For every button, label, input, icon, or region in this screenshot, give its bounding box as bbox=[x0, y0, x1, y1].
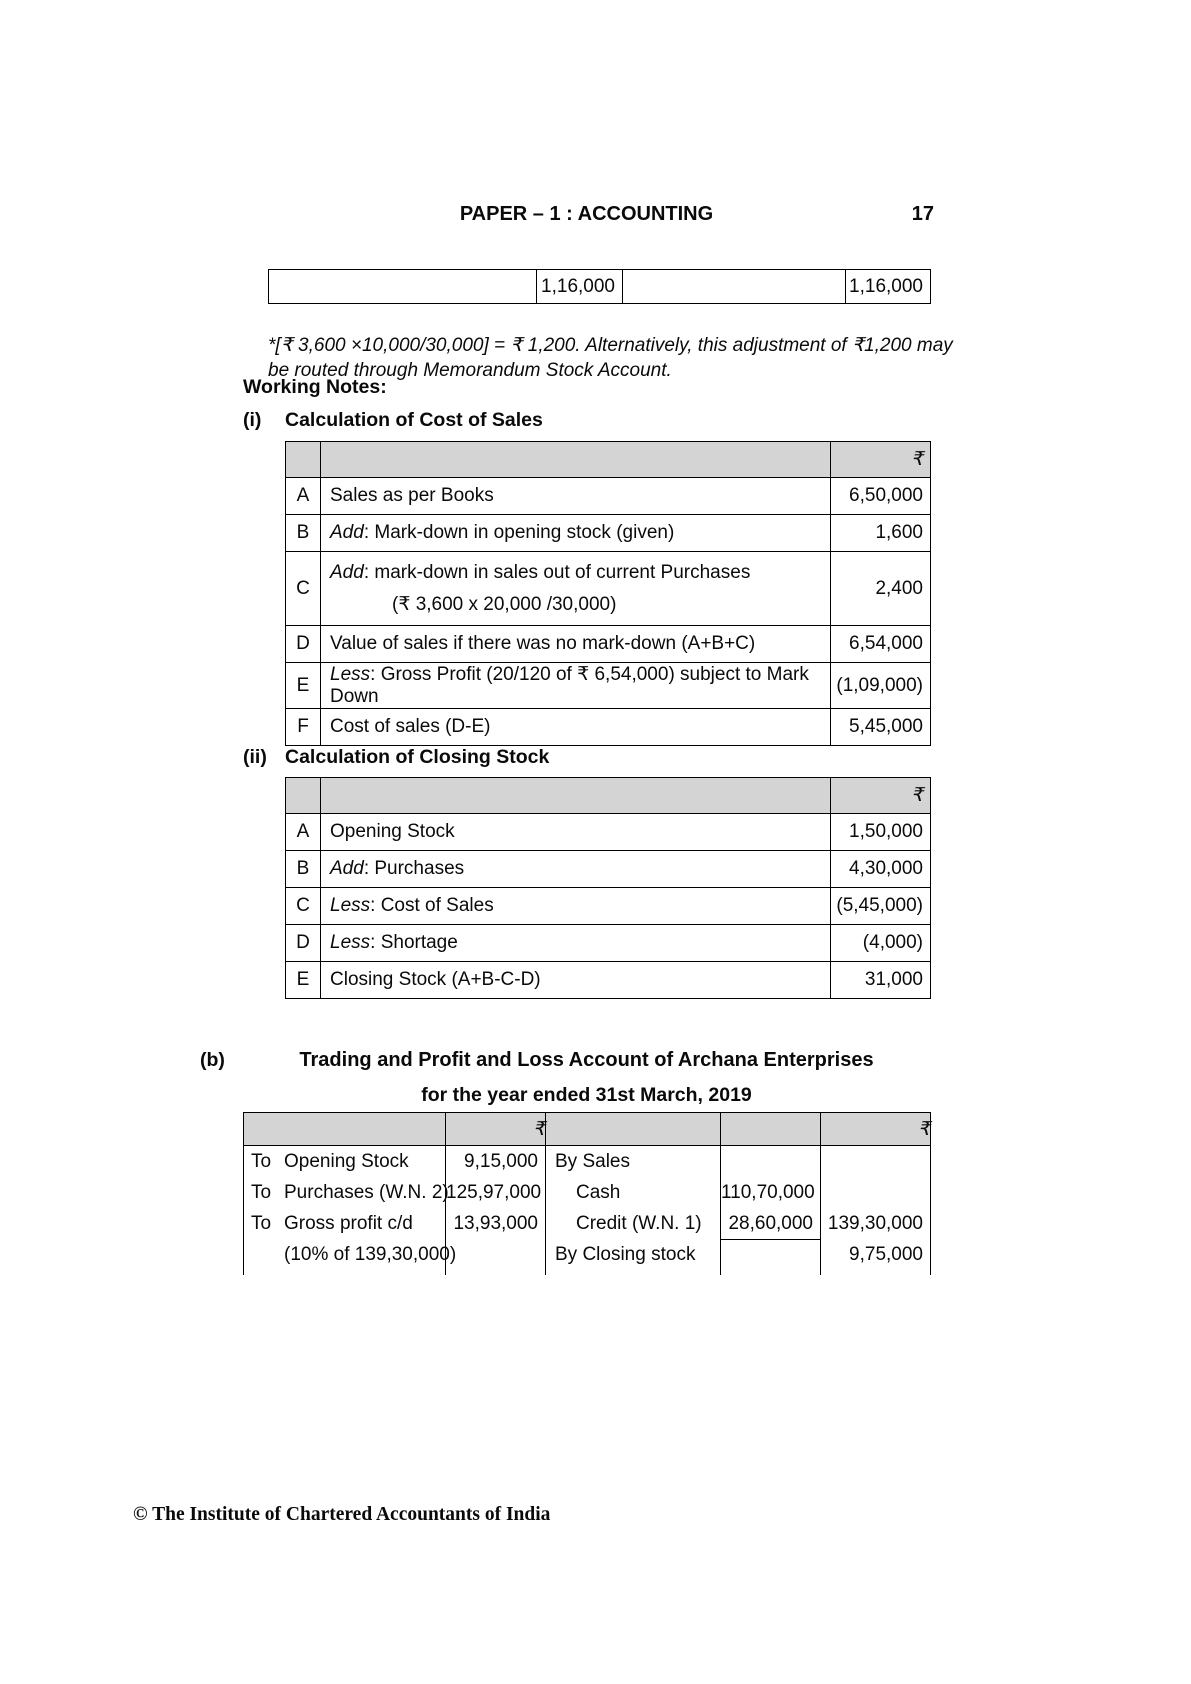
row-text: : Cost of Sales bbox=[370, 895, 494, 916]
row-description bbox=[321, 626, 831, 663]
row-term: Add bbox=[330, 858, 364, 879]
row-amount: 2,400 bbox=[831, 552, 931, 626]
row-text: Cost of sales (D-E) bbox=[330, 716, 491, 737]
row-text: : Mark-down in opening stock (given) bbox=[363, 522, 675, 543]
row-amount: 1,50,000 bbox=[831, 814, 931, 851]
row-key: B bbox=[286, 515, 321, 552]
row-key: B bbox=[286, 851, 321, 888]
empty-cell bbox=[721, 1113, 821, 1146]
row-text: : Shortage bbox=[370, 932, 458, 953]
row-term: Less bbox=[330, 895, 371, 916]
credit-particulars-column bbox=[546, 1146, 721, 1276]
account-body-row bbox=[244, 1146, 931, 1276]
row-amount: (5,45,000) bbox=[831, 888, 931, 925]
credit-line: Credit (W.N. 1) bbox=[576, 1213, 702, 1234]
section-ii-label: (ii) bbox=[243, 746, 267, 768]
row-text: Closing Stock (A+B-C-D) bbox=[330, 969, 541, 990]
row-term: Add bbox=[330, 522, 364, 543]
debit-line bbox=[244, 1208, 445, 1239]
row-text: Value of sales if there was no mark-down (A+B+C) bbox=[330, 633, 756, 654]
row-term: Less bbox=[330, 932, 371, 953]
section-ii-title: Calculation of Closing Stock bbox=[285, 746, 550, 768]
table-row bbox=[286, 663, 931, 709]
page-header bbox=[243, 203, 934, 226]
row-description bbox=[321, 962, 831, 999]
row-key: A bbox=[286, 814, 321, 851]
section-ii-heading bbox=[243, 746, 549, 769]
table-row bbox=[286, 515, 931, 552]
row-description bbox=[321, 925, 831, 962]
debit-amount-column bbox=[446, 1146, 546, 1276]
credit-subamount: 110,70,000 bbox=[721, 1182, 815, 1203]
section-i-label: (i) bbox=[243, 409, 262, 431]
table-header-row bbox=[286, 442, 931, 478]
to-prefix: To bbox=[251, 1182, 272, 1203]
currency-header: ₹ bbox=[831, 442, 931, 478]
row-key: C bbox=[286, 888, 321, 925]
table-row bbox=[286, 478, 931, 515]
debit-particulars-column bbox=[244, 1146, 457, 1276]
to-prefix: To bbox=[251, 1213, 272, 1234]
empty-cell bbox=[546, 1113, 721, 1146]
trading-account-table bbox=[243, 1112, 931, 1275]
row-key: E bbox=[286, 663, 321, 709]
table-row bbox=[286, 888, 931, 925]
paper-title: PAPER – 1 : ACCOUNTING bbox=[459, 203, 714, 225]
row-description bbox=[321, 552, 831, 626]
cost-of-sales-table bbox=[285, 441, 931, 746]
table-header-row bbox=[244, 1113, 931, 1146]
table-row bbox=[286, 851, 931, 888]
credit-line: By Closing stock bbox=[555, 1244, 696, 1265]
table-row bbox=[286, 962, 931, 999]
debit-text: Opening Stock bbox=[284, 1151, 409, 1172]
credit-subamount-column bbox=[721, 1146, 821, 1276]
credit-line: By Sales bbox=[555, 1151, 630, 1172]
row-key: F bbox=[286, 709, 321, 746]
credit-line: Cash bbox=[576, 1182, 621, 1203]
debit-amount: 125,97,000 bbox=[446, 1182, 542, 1203]
empty-cell bbox=[623, 270, 846, 304]
empty-cell bbox=[244, 1113, 446, 1146]
empty-cell bbox=[321, 778, 831, 814]
debit-text: Gross profit c/d bbox=[284, 1213, 413, 1234]
page-number: 17 bbox=[911, 203, 934, 225]
to-prefix: To bbox=[251, 1151, 272, 1172]
row-key: D bbox=[286, 626, 321, 663]
credit-amount bbox=[821, 1177, 930, 1208]
footnote-text: *[₹ 3,600 ×10,000/30,000] = ₹ 1,200. Alternatively, this adjustment of ₹1,200 may be routed through Memorandum Stock Account. bbox=[268, 335, 953, 381]
row-amount: 31,000 bbox=[831, 962, 931, 999]
debit-amount bbox=[446, 1239, 545, 1270]
row-description bbox=[321, 814, 831, 851]
row-amount: 6,54,000 bbox=[831, 626, 931, 663]
debit-line bbox=[244, 1239, 457, 1270]
credit-amount: 9,75,000 bbox=[849, 1244, 923, 1265]
row-key: A bbox=[286, 478, 321, 515]
working-notes-heading: Working Notes: bbox=[243, 376, 387, 398]
row-key: D bbox=[286, 925, 321, 962]
debit-amount: 9,15,000 bbox=[464, 1151, 538, 1172]
row-amount: 5,45,000 bbox=[831, 709, 931, 746]
row-amount: (4,000) bbox=[831, 925, 931, 962]
copyright-footer: © The Institute of Chartered Accountants of India bbox=[133, 1504, 551, 1525]
row-key: E bbox=[286, 962, 321, 999]
closing-stock-table bbox=[285, 777, 931, 999]
empty-cell bbox=[286, 442, 321, 478]
row-key: C bbox=[286, 552, 321, 626]
row-description bbox=[321, 478, 831, 515]
empty-cell bbox=[321, 442, 831, 478]
table-row bbox=[286, 552, 931, 626]
debit-line bbox=[244, 1146, 445, 1177]
section-i-heading bbox=[243, 409, 543, 432]
currency-header: ₹ bbox=[831, 778, 931, 814]
empty-cell bbox=[269, 270, 537, 304]
credit-amount: 139,30,000 bbox=[827, 1213, 923, 1234]
credit-amount bbox=[821, 1146, 930, 1177]
currency-header: ₹ bbox=[821, 1113, 931, 1146]
row-description bbox=[321, 663, 831, 709]
row-text: Sales as per Books bbox=[330, 485, 494, 506]
table-row bbox=[286, 814, 931, 851]
to-prefix bbox=[251, 1239, 284, 1270]
row-text: : Purchases bbox=[363, 858, 465, 879]
credit-subamount bbox=[721, 1146, 820, 1177]
debit-line bbox=[244, 1177, 449, 1208]
row-description bbox=[321, 709, 831, 746]
carried-forward-totals-table bbox=[268, 269, 931, 304]
row-amount: 6,50,000 bbox=[831, 478, 931, 515]
credit-amount-column bbox=[821, 1146, 931, 1276]
row-term: Add bbox=[330, 561, 364, 583]
section-b-label: (b) bbox=[200, 1049, 225, 1071]
row-description bbox=[321, 515, 831, 552]
empty-cell bbox=[286, 778, 321, 814]
row-term: Less bbox=[330, 664, 371, 685]
row-text: : Gross Profit (20/120 of ₹ 6,54,000) subject to Mark Down bbox=[330, 664, 809, 707]
credit-subamount bbox=[721, 1240, 820, 1271]
row-amount: 4,30,000 bbox=[831, 851, 931, 888]
row-description bbox=[321, 888, 831, 925]
debit-text: Purchases (W.N. 2) bbox=[284, 1182, 449, 1203]
table-row bbox=[286, 709, 931, 746]
debit-text: (10% of 139,30,000) bbox=[284, 1244, 457, 1265]
credit-subamount-total: 28,60,000 bbox=[721, 1208, 820, 1240]
row-subtext: (₹ 3,600 x 20,000 /30,000) bbox=[392, 593, 617, 615]
row-amount: 1,600 bbox=[831, 515, 931, 552]
trading-account-title: Trading and Profit and Loss Account of Archana Enterprises bbox=[299, 1049, 874, 1071]
table-row bbox=[269, 270, 931, 304]
debit-total: 1,16,000 bbox=[537, 270, 623, 304]
table-row bbox=[286, 925, 931, 962]
debit-amount: 13,93,000 bbox=[453, 1213, 538, 1234]
row-amount: (1,09,000) bbox=[831, 663, 931, 709]
currency-header: ₹ bbox=[446, 1113, 546, 1146]
row-description bbox=[321, 851, 831, 888]
section-i-title: Calculation of Cost of Sales bbox=[285, 409, 543, 431]
table-row bbox=[286, 626, 931, 663]
trading-account-subtitle: for the year ended 31st March, 2019 bbox=[421, 1084, 752, 1106]
credit-total: 1,16,000 bbox=[846, 270, 931, 304]
row-text: : mark-down in sales out of current Purchases bbox=[363, 561, 751, 583]
row-text: Opening Stock bbox=[330, 821, 455, 842]
table-header-row bbox=[286, 778, 931, 814]
